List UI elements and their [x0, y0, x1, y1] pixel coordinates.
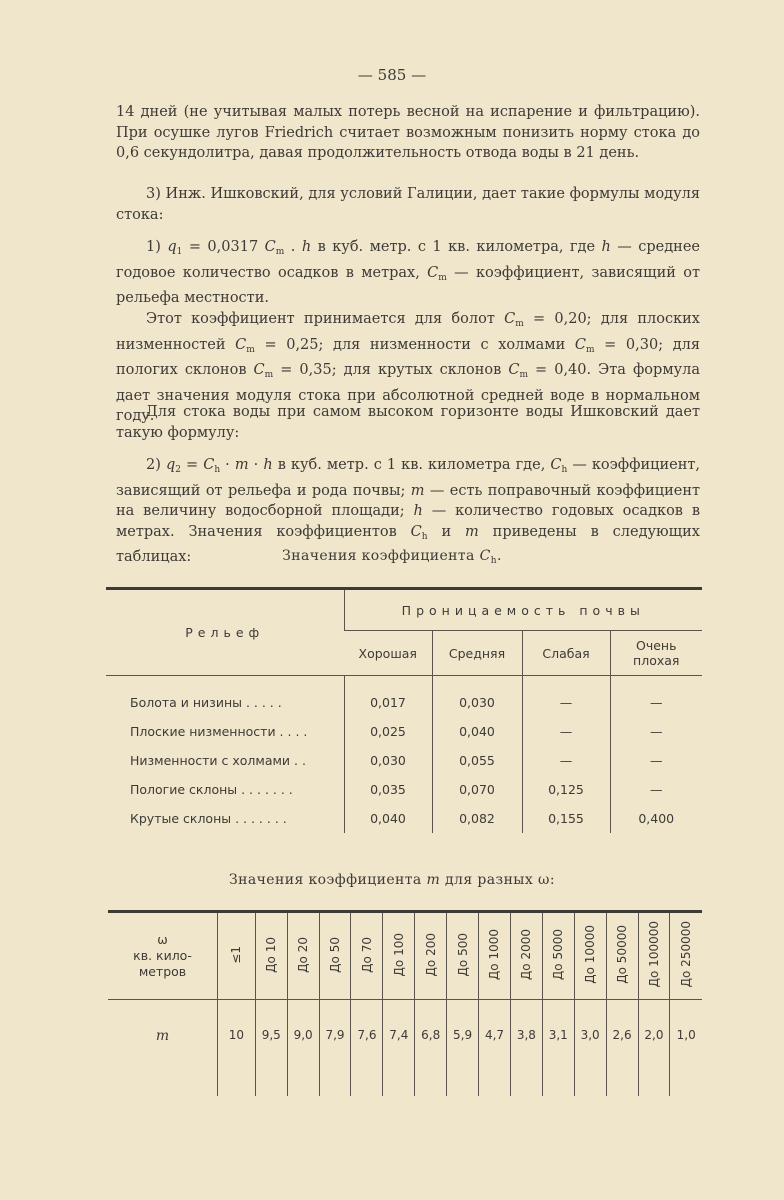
var-c: C: [203, 457, 215, 473]
area-column-header: [351, 912, 383, 1000]
table-row: [106, 717, 702, 746]
paragraph-friedrich: [116, 102, 700, 164]
value-cell: —: [610, 746, 702, 775]
omega-line3: метров: [138, 964, 187, 979]
area-label: До 5000: [551, 928, 566, 981]
table1-title-text: Значения коэффициента: [282, 548, 480, 564]
area-column-header: [606, 912, 638, 1000]
table2-title-text: Значения коэффициента: [229, 872, 427, 888]
formula-2-part: 2): [146, 457, 166, 473]
value-cell: —: [522, 688, 610, 717]
table-row: [106, 746, 702, 775]
formula-1-part: = 0,0317: [182, 239, 265, 255]
formula-2-part: — есть поправочный коэффициент на величину водосборной площади;: [116, 482, 701, 519]
value-cell: 0,082: [432, 804, 522, 833]
area-label: До 70: [359, 936, 374, 973]
var-sub: h: [490, 556, 497, 566]
var-sub: h: [214, 465, 221, 475]
m-value-cell: 5,9: [447, 1000, 479, 1097]
formula-2-part: =: [180, 457, 204, 473]
var-sub: h: [561, 465, 568, 475]
paragraph-5-text: Для стока воды при самом высоком горизонте воды Ишковский дает такую формулу:: [116, 404, 700, 441]
area-column-header: [255, 912, 287, 1000]
formula-1-part: — коэффициент, зависящий от рельефа местности.: [116, 264, 700, 306]
value-cell: 0,025: [344, 717, 432, 746]
paragraph-1-text: 14 дней (не учитывая малых потерь весной на испарение и фильтрацию). При осушке лугов Friedrich считает возможным понизить норму стока до 0,6 секундолитра, давая продолжительность отвода воды в 21 день.: [116, 104, 700, 161]
value-cell: 0,055: [432, 746, 522, 775]
var-sub: m: [585, 344, 595, 355]
var-sub: m: [438, 272, 447, 283]
var-c: C: [264, 239, 276, 255]
table-row: [108, 1000, 702, 1097]
m-value-cell: 7,6: [351, 1000, 383, 1097]
m-value-cell: 1,0: [670, 1000, 702, 1097]
m-value-cell: 9,5: [255, 1000, 287, 1097]
area-column-header: [447, 912, 479, 1000]
m-value-cell: 6,8: [415, 1000, 447, 1097]
value-cell: —: [522, 746, 610, 775]
area-label: До 200: [423, 932, 438, 977]
value-cell: 0,035: [344, 775, 432, 804]
coefficient-ch-table: [106, 587, 702, 833]
formula-2-part: — количество годовых осадков в метрах. Значения коэффициентов: [116, 503, 700, 540]
table1-title: [0, 548, 784, 566]
formula-1-part: .: [284, 239, 302, 255]
area-label: До 100000: [646, 921, 661, 988]
column-header: Очень плохая: [610, 631, 702, 676]
m-value-cell: 10: [218, 1000, 256, 1097]
value-cell: 0,030: [344, 746, 432, 775]
value-cell: 0,040: [344, 804, 432, 833]
paragraph-ishkovsky-intro: [116, 184, 700, 225]
area-label: До 1000: [487, 928, 502, 981]
var-c: C: [574, 336, 586, 353]
column-header: Хорошая: [344, 631, 432, 676]
value-cell: 0,155: [522, 804, 610, 833]
var-q: q: [165, 457, 176, 473]
value-cell: 0,125: [522, 775, 610, 804]
m-value-cell: 2,6: [606, 1000, 638, 1097]
area-label: До 2000: [519, 928, 534, 981]
var-m: m: [465, 523, 479, 540]
value-cell: —: [610, 775, 702, 804]
area-label: ≤1: [229, 945, 244, 964]
coef-text: = 0,30; для пологих склонов: [116, 336, 700, 378]
value-cell: 0,070: [432, 775, 522, 804]
relief-header: Рельеф: [106, 589, 344, 676]
var-h: h: [413, 503, 423, 519]
relief-cell: Крутые склоны . . . . . . .: [130, 811, 287, 826]
formula-1-paragraph: [116, 237, 700, 309]
formula-2-part: в куб. метр. с 1 кв. километра где,: [272, 457, 551, 473]
var-q: q: [167, 239, 177, 255]
area-column-header: [638, 912, 670, 1000]
var-c: C: [479, 548, 491, 564]
area-column-header: [287, 912, 319, 1000]
var-sub: m: [515, 319, 524, 329]
page-number: — 585 —: [357, 66, 427, 84]
paragraph-2-text: 3) Инж. Ишковский, для условий Галиции, дает такие формулы модуля стока:: [116, 186, 700, 223]
relief-cell: Пологие склоны . . . . . . .: [130, 782, 293, 797]
column-header: Слабая: [522, 631, 610, 676]
m-value-cell: 3,0: [574, 1000, 606, 1097]
coef-text: = 0,40. Эта формула дает значения модуля стока при абсолютной средней воде в нормальном году.: [116, 362, 700, 424]
table-row: [106, 775, 702, 804]
table-row: [106, 804, 702, 833]
area-column-header: [670, 912, 702, 1000]
relief-cell: Плоские низменности . . . .: [130, 724, 308, 739]
table-row: [106, 688, 702, 717]
value-cell: 0,400: [610, 804, 702, 833]
area-label: До 500: [455, 932, 470, 977]
formula-1-part: — среднее годовое количество осадков в метрах,: [116, 239, 700, 281]
formula-2-part: ·: [248, 457, 264, 473]
table1-title-suffix: .: [496, 548, 502, 564]
formula-2-part: ·: [220, 457, 235, 473]
omega-symbol: ω: [157, 932, 168, 947]
var-m: m: [234, 457, 249, 473]
coef-text: = 0,25; для низменности с холмами: [254, 336, 575, 353]
formula-2-part: — коэффициент, зависящий от рельефа и рода почвы;: [116, 457, 701, 499]
value-cell: 0,040: [432, 717, 522, 746]
area-column-header: [415, 912, 447, 1000]
relief-cell: Болота и низины . . . . .: [130, 695, 282, 710]
var-sub: m: [246, 344, 255, 355]
coef-text: = 0,35; для крутых склонов: [273, 362, 509, 378]
area-column-header: [510, 912, 542, 1000]
m-value-cell: 7,4: [383, 1000, 415, 1097]
coef-text: = 0,20; для плоских низменностей: [116, 311, 700, 353]
area-label: До 10: [264, 936, 279, 973]
high-water-paragraph: [116, 402, 700, 443]
value-cell: 0,030: [432, 688, 522, 717]
var-c: C: [508, 362, 520, 378]
var-sub: h: [421, 531, 428, 542]
omega-header: [108, 912, 218, 1000]
formula-1-part: в куб. метр. с 1 кв. километра, где: [311, 239, 602, 255]
var-c: C: [504, 311, 516, 327]
var-c: C: [550, 457, 562, 473]
var-c: C: [235, 336, 247, 353]
m-value-cell: 4,7: [479, 1000, 511, 1097]
area-column-header: [574, 912, 606, 1000]
var-sub: 1: [176, 247, 183, 257]
area-column-header: [319, 912, 351, 1000]
var-m: m: [410, 482, 425, 499]
coefficient-m-table: [108, 910, 702, 1096]
area-label: До 250000: [679, 921, 694, 988]
area-label: До 10000: [583, 925, 598, 984]
m-value-cell: 7,9: [319, 1000, 351, 1097]
value-cell: —: [610, 688, 702, 717]
m-row-label: m: [155, 1028, 170, 1044]
var-h: h: [601, 239, 611, 255]
area-column-header: [542, 912, 574, 1000]
table2-title: [0, 872, 784, 888]
area-label: До 50: [328, 936, 343, 973]
table2-title-suffix: для разных ω:: [440, 872, 555, 888]
var-h: h: [263, 457, 273, 473]
area-label: До 100: [391, 932, 406, 977]
m-value-cell: 2,0: [638, 1000, 670, 1097]
var-sub: m: [519, 370, 528, 380]
m-value-cell: 3,8: [510, 1000, 542, 1097]
area-column-header: [479, 912, 511, 1000]
omega-line2: кв. кило-: [133, 948, 192, 963]
m-value-cell: 9,0: [287, 1000, 319, 1097]
value-cell: —: [522, 717, 610, 746]
area-column-header: [383, 912, 415, 1000]
coef-text: Этот коэффициент принимается для болот: [146, 311, 505, 327]
m-value-cell: 3,1: [542, 1000, 574, 1097]
column-header: Средняя: [432, 631, 522, 676]
var-c: C: [427, 264, 439, 281]
relief-cell: Низменности с холмами . .: [130, 753, 306, 768]
var-sub: 2: [175, 465, 181, 475]
var-c: C: [253, 362, 265, 378]
var-c: C: [410, 523, 422, 540]
permeability-header: Проницаемость почвы: [344, 589, 702, 631]
var-sub: m: [275, 247, 285, 257]
formula-2-part: приведены в следующих таблицах:: [116, 523, 700, 565]
area-label: До 50000: [615, 925, 630, 984]
formula-2-part: и: [427, 523, 466, 540]
area-label: До 20: [296, 936, 311, 973]
area-column-header: [218, 912, 256, 1000]
value-cell: 0,017: [344, 688, 432, 717]
formula-1-part: 1): [146, 239, 168, 255]
var-sub: m: [264, 370, 274, 380]
value-cell: —: [610, 717, 702, 746]
var-m: m: [426, 872, 441, 888]
var-h: h: [301, 239, 312, 255]
